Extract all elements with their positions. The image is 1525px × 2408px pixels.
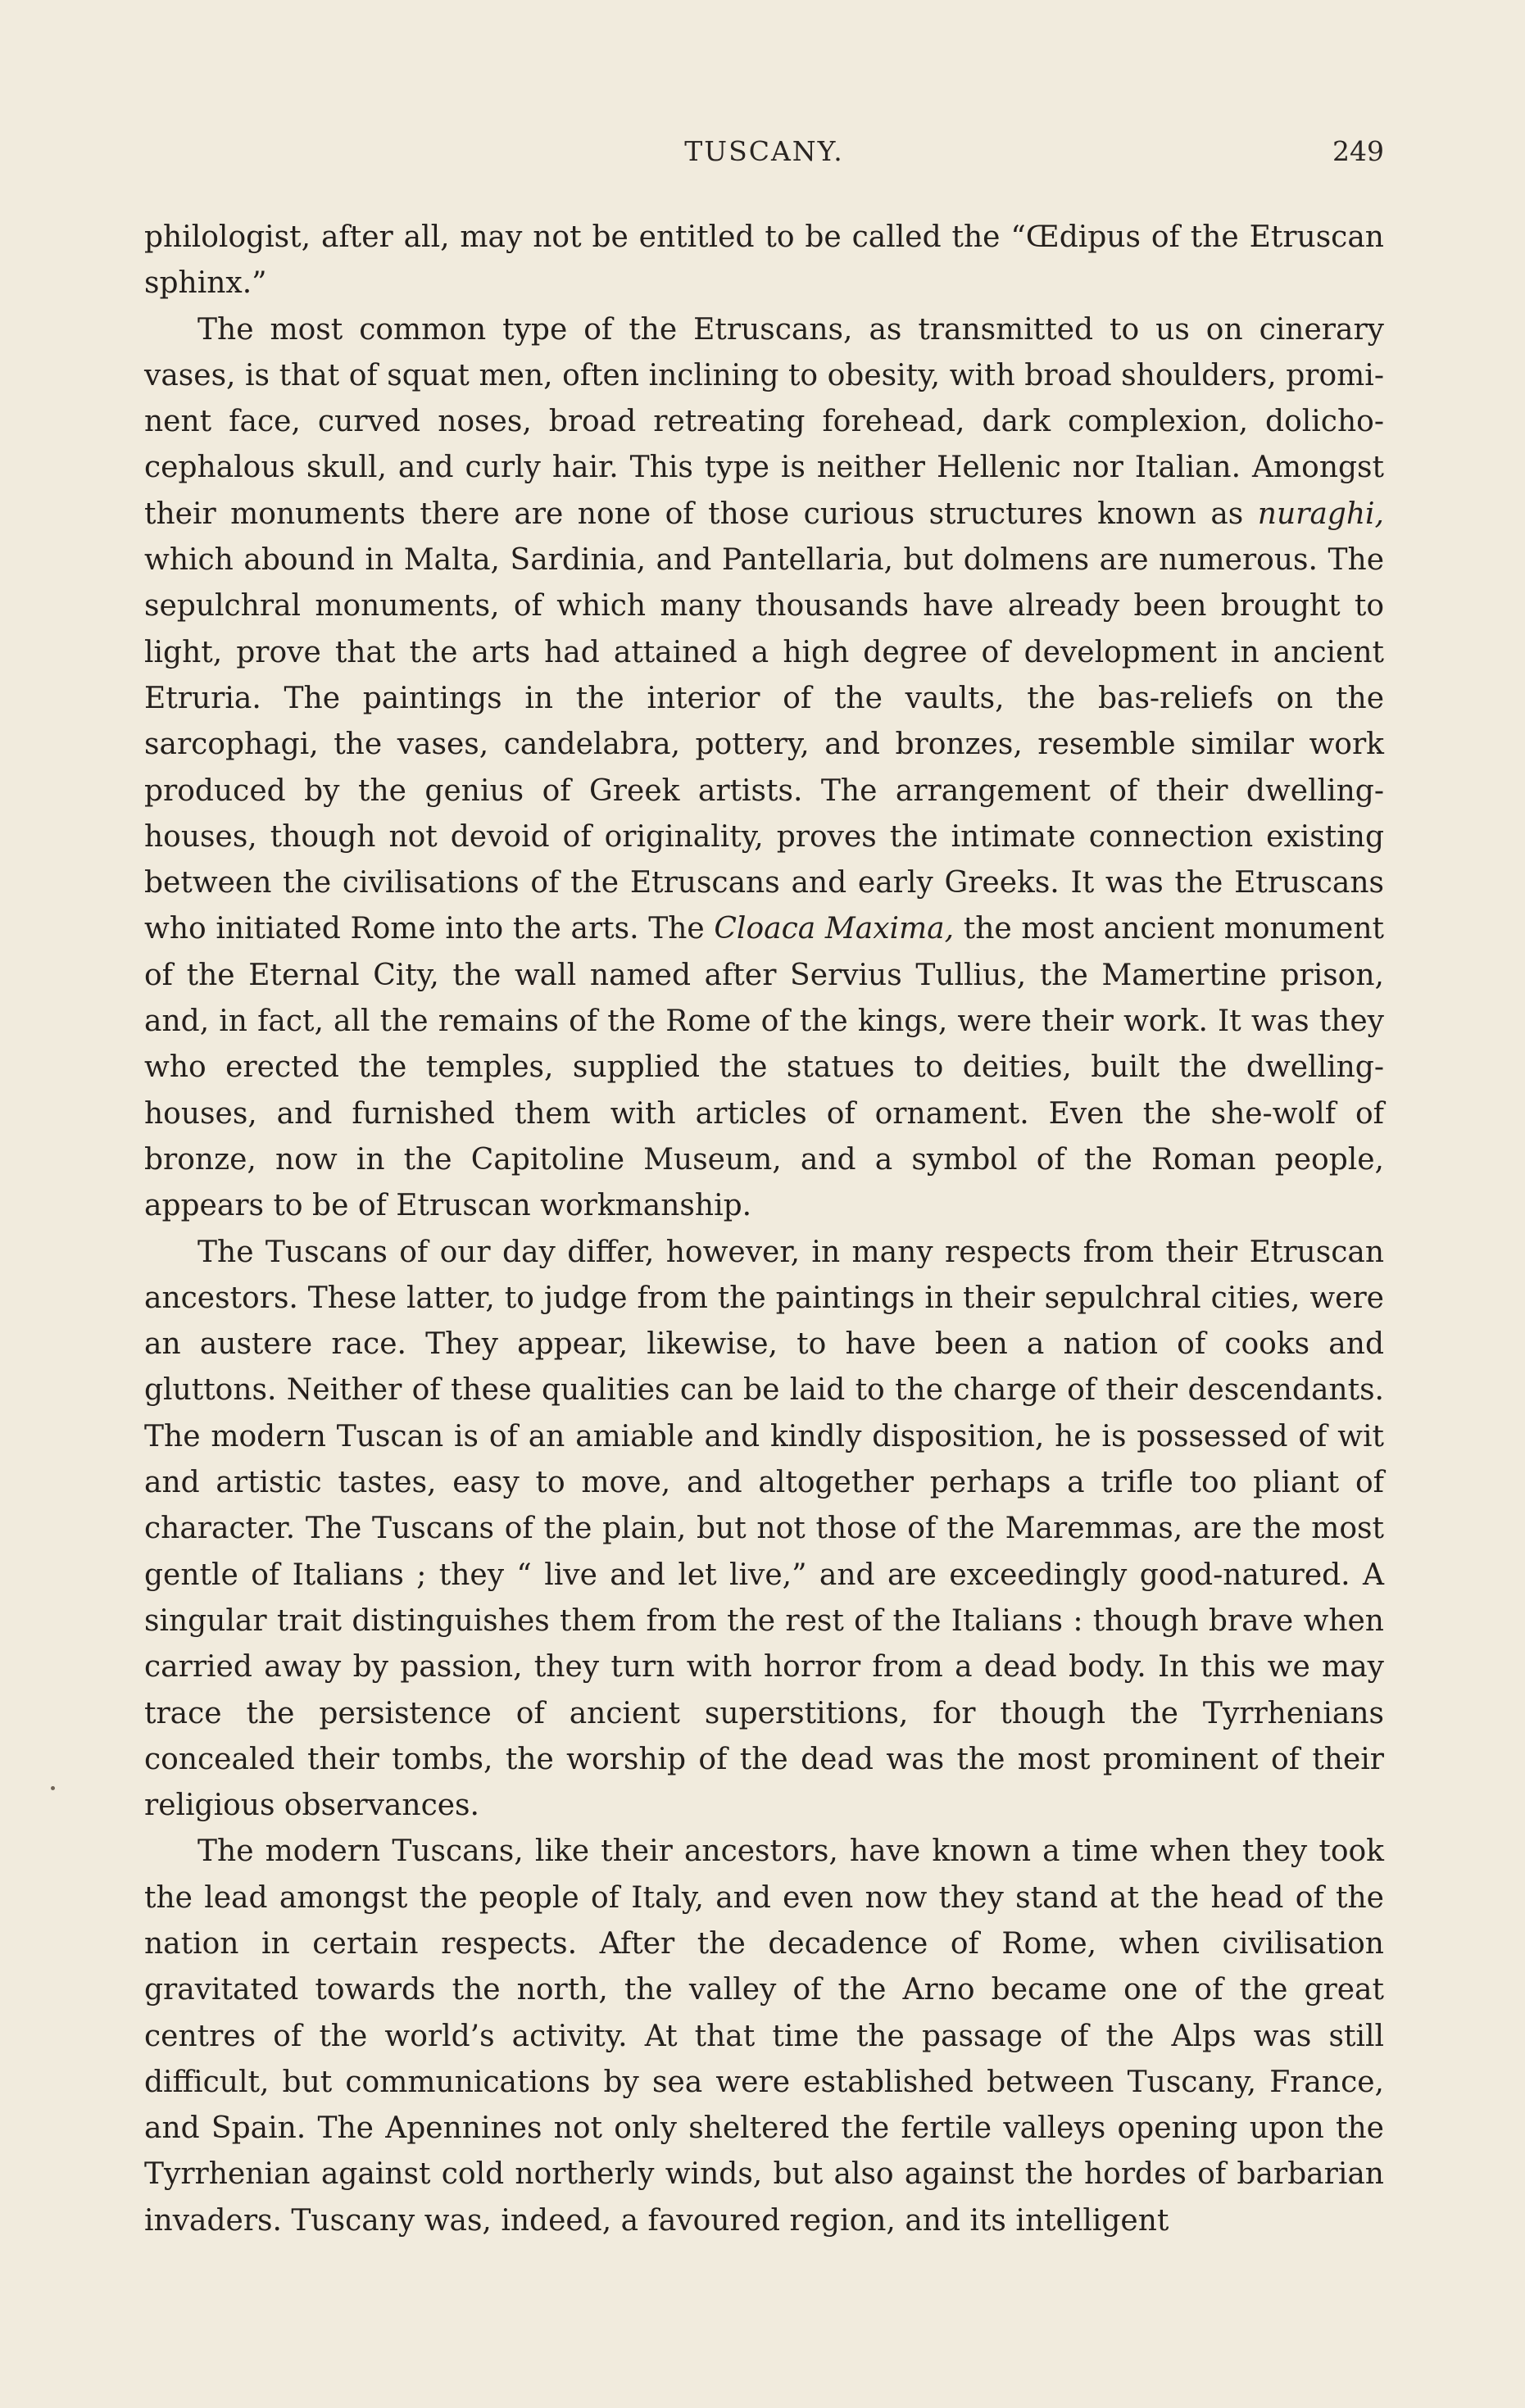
text-run: The most common type of the Etruscans, as transmitted to us on cinerary vases, is that of squat men, often inclining to obesity, with broad shoulders, prominent face, curved noses, broad retreating forehead, dark complexion, dolichocephalous skull, and curly hair. This type is neither Hellenic nor Italian. Amongst their monuments there are none of those curious structures known as (144, 312, 1384, 531)
paragraph-2 (144, 307, 1384, 1230)
text-run: the most ancient monument of the Eternal City, the wall named after Servius Tullius, the Mamertine prison, and, in fact, all the remains of the Rome of the kings, were their work. It was they who erected the temples, supplied the statues to deities, built the dwelling-houses, and furnished them with articles of ornament. Even the she-wolf of bronze, now in the Capitoline Museum, and a symbol of the Roman people, appears to be of Etruscan workmanship. (144, 912, 1384, 1223)
text-run: The Tuscans of our day differ, however, in many respects from their Etruscan ancestors. These latter, to judge from the paintings in their sepulchral cities, were an austere race. They appear, likewise, to have been a nation of cooks and gluttons. Neither of these qualities can be laid to the charge of their descendants. The modern Tuscan is of an amiable and kindly disposition, he is possessed of wit and artistic tastes, easy to move, and altogether perhaps a trifle too pliant of character. The Tuscans of the plain, but not those of the Maremmas, are the most gentle of Italians ; they “ live and let live,” and are exceedingly good-natured. A singular trait distinguishes them from the rest of the Italians : though brave when carried away by passion, they turn with horror from a dead body. In this we may trace the persistence of ancient superstitions, for though the Tyrrhenians concealed their tombs, the worship of the dead was the most prominent of their religious observances. (144, 1235, 1384, 1823)
running-head (144, 135, 1384, 184)
text-run: philologist, after all, may not be entitled to be called the “Œdipus of the Etruscan sphinx.” (144, 220, 1384, 301)
paragraph-4 (144, 1829, 1384, 2244)
page-number: 249 (1332, 135, 1384, 167)
paragraph-1 (144, 215, 1384, 307)
body-text (144, 215, 1384, 2244)
paragraph-3 (144, 1230, 1384, 1830)
text-run: which abound in Malta, Sardinia, and Pantellaria, but dolmens are numerous. The sepulchral monuments, of which many thousands have already been brought to light, prove that the arts had attained a high degree of development in ancient Etruria. The paintings in the interior of the vaults, the bas-reliefs on the sarcophagi, the vases, candelabra, pottery, and bronzes, resemble similar work produced by the genius of Greek artists. The arrangement of their dwelling-houses, though not devoid of originality, proves the intimate connection existing between the civilisations of the Etruscans and early Greeks. It was the Etruscans who initiated Rome into the arts. The (144, 543, 1384, 946)
running-head-title: TUSCANY. (684, 135, 844, 167)
margin-speck (51, 1786, 55, 1790)
italic-term: Cloaca Maxima, (714, 912, 955, 946)
text-run: The modern Tuscans, like their ancestors, have known a time when they took the lead amongst the people of Italy, and even now they stand at the head of the nation in certain respects. After the decadence of Rome, when civilisation gravitated towards the north, the valley of the Arno became one of the great centres of the world’s activity. At that time the passage of the Alps was still difficult, but communications by sea were established between Tuscany, France, and Spain. The Apennines not only sheltered the fertile valleys opening upon the Tyrrhenian against cold northerly winds, but also against the hordes of barbarian invaders. Tuscany was, indeed, a favoured region, and its intelligent (144, 1834, 1384, 2238)
italic-term: nuraghi, (1257, 497, 1384, 531)
